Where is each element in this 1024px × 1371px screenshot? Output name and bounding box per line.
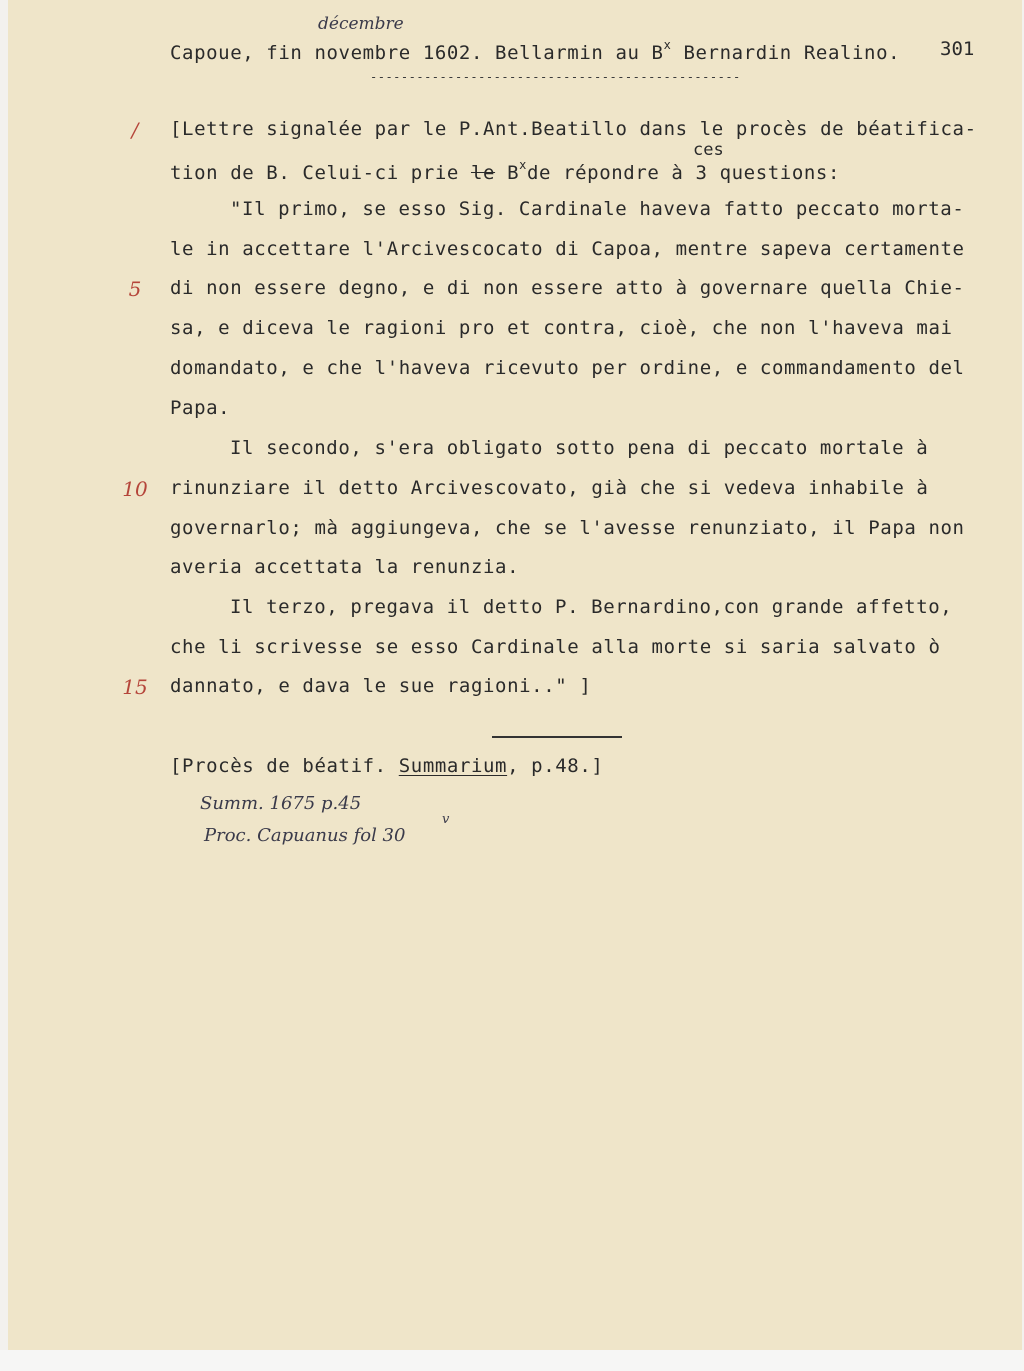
body-line-8: Papa. [170, 397, 231, 419]
header-sup: x [663, 38, 672, 52]
body-line-2-sup: x [519, 158, 527, 172]
body-line-1: [Lettre signalée par le P.Ant.Beatillo dans le procès de béatifica- [170, 118, 977, 140]
body-line-13: Il terzo, pregava il detto P. Bernardino,con grande affetto, [230, 596, 953, 618]
body-line-3: "Il primo, se esso Sig. Cardinale haveva fatto peccato morta- [230, 198, 965, 220]
body-line-14: che li scrivesse se esso Cardinale alla morte si saria salvato ò [170, 636, 941, 658]
page-header [170, 38, 900, 64]
body-line-2-b: B [495, 162, 520, 184]
body-line-6: sa, e diceva le ragioni pro et contra, cioè, che non l'haveva mai [170, 317, 953, 339]
margin-number-1: / [131, 118, 139, 142]
struck-word: le [470, 162, 496, 184]
margin-number-5: 5 [128, 277, 142, 301]
body-line-11: governarlo; mà aggiungeva, che se l'avesse renunziato, il Papa non [170, 517, 965, 539]
page-number: 301 [940, 38, 975, 60]
body-line-2-a: tion de B. Celui-ci prie [170, 162, 471, 184]
header-rule: ------------------------------------------------ [370, 70, 741, 84]
source-suffix: , p.48.] [507, 755, 604, 777]
body-line-7: domandato, e che l'haveva ricevuto per ordine, e commandamento del [170, 357, 965, 379]
source-prefix: [Procès de béatif. [170, 755, 399, 777]
header-text-rest: Bernardin Realino. [671, 42, 901, 64]
scan-border [0, 1350, 1024, 1371]
interlinear-insertion: ces [693, 140, 724, 160]
body-line-9: Il secondo, s'era obligato sotto pena di peccato mortale à [230, 437, 929, 459]
handwritten-correction: décembre [318, 14, 404, 34]
separator-rule [492, 736, 622, 738]
body-line-2 [170, 158, 840, 184]
margin-number-15: 15 [122, 675, 148, 699]
header-text: Capoue, fin novembre 1602. Bellarmin au B [170, 42, 664, 64]
source-underlined: Summarium [398, 755, 508, 777]
source-reference [170, 755, 603, 777]
body-line-10: rinunziare il detto Arcivescovato, già che si vedeva inhabile à [170, 477, 929, 499]
handwritten-mark: v [442, 812, 450, 827]
body-line-5: di non essere degno, e di non essere atto à governare quella Chie- [170, 277, 965, 299]
handwritten-note-1: Summ. 1675 p.45 [200, 793, 362, 814]
body-line-15: dannato, e dava le sue ragioni.." ] [170, 675, 592, 697]
body-line-2-c: de répondre à 3 questions: [526, 162, 840, 184]
body-line-12: averia accettata la renunzia. [170, 556, 520, 578]
handwritten-note-2: Proc. Capuanus fol 30 [204, 825, 406, 846]
margin-number-10: 10 [122, 477, 148, 501]
body-line-4: le in accettare l'Arcivescocato di Capoa, mentre sapeva certamente [170, 238, 965, 260]
